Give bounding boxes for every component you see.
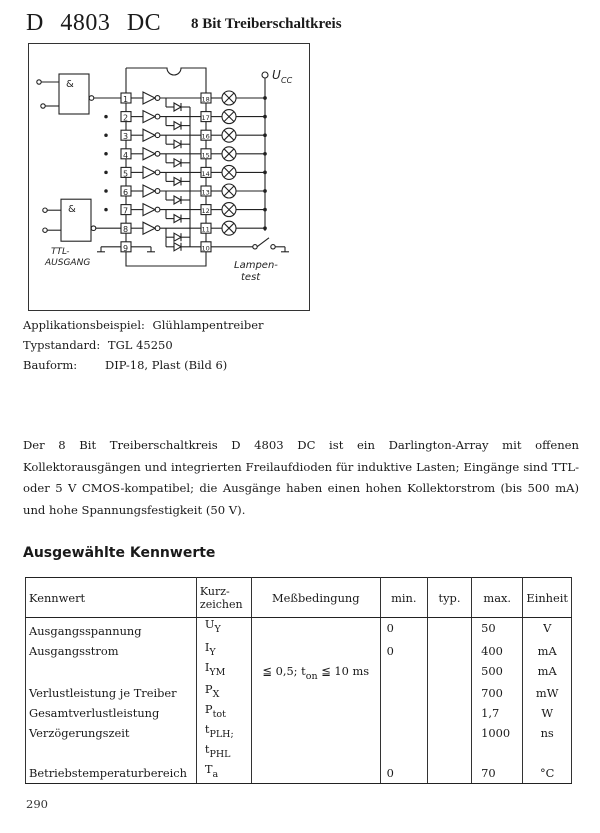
info-label: Typstandard: [23, 338, 101, 352]
cell-max: 50 [472, 618, 523, 642]
ucc-terminal [262, 72, 268, 78]
cell-unit: V [523, 618, 572, 642]
cell-condition [251, 641, 380, 661]
table-row [26, 703, 572, 723]
input-terminal [41, 104, 45, 108]
cell-unit: mA [523, 661, 572, 683]
symbol-main: P [204, 702, 213, 716]
symbol-main: I [204, 660, 210, 674]
junction-dot [264, 97, 267, 100]
buffer-triangle-icon [143, 111, 155, 123]
symbol-main: U [204, 617, 215, 631]
cell-unit: mW [523, 683, 572, 703]
output-pin-number: 13 [201, 188, 210, 197]
ttl-label: AUSGANG [45, 258, 91, 269]
info-value: DIP-18, Plast (Bild 6) [105, 358, 228, 372]
and-gate-symbol: & [66, 79, 74, 90]
lamp-test-label: test [241, 271, 261, 283]
junction-dot [264, 190, 267, 193]
title-part-prefix: D [26, 10, 44, 36]
cell-unit: °C [523, 763, 572, 784]
symbol-main: t [204, 742, 210, 756]
lamp-test-label: Lampen- [234, 259, 278, 271]
table-row [26, 683, 572, 703]
diode-icon [174, 233, 181, 241]
cell-symbol [196, 743, 251, 763]
cell-kennwert: Verlustleistung je Treiber [26, 683, 197, 703]
cell-unit: W [523, 703, 572, 723]
info-label: Bauform: [23, 358, 78, 372]
info-value: TGL 45250 [107, 338, 173, 352]
condition-text-tail: ≦ 10 ms [317, 664, 370, 678]
symbol-main: t [204, 722, 210, 736]
cell-kennwert: Verzögerungszeit [26, 723, 197, 743]
and-gate-symbol: & [68, 204, 76, 216]
header-min: min. [380, 578, 427, 618]
symbol-subscript: PLH; [209, 729, 234, 740]
junction-dot [264, 115, 267, 118]
cell-typ [427, 723, 471, 743]
cell-condition [251, 661, 380, 683]
cell-max: 1000 [472, 723, 523, 743]
switch-terminal [271, 245, 275, 249]
cell-kennwert: Betriebstemperaturbereich [26, 763, 197, 784]
input-terminal [37, 80, 41, 84]
part-number-title [26, 10, 171, 37]
cell-typ [427, 703, 471, 723]
table-header-row [26, 578, 572, 618]
output-pin-number: 14 [201, 169, 210, 178]
part-subtitle: 8 Bit Treiberschaltkreis [191, 16, 342, 32]
ttl-label: TTL- [51, 247, 70, 258]
header-max: max. [472, 578, 523, 618]
cell-condition [251, 763, 380, 784]
buffer-triangle-icon [143, 222, 155, 234]
cell-typ [427, 683, 471, 703]
cell-typ [427, 743, 471, 763]
unused-input-dot [105, 115, 107, 117]
input-pin-number: 7 [123, 206, 129, 216]
table-row [26, 661, 572, 683]
input-pin-number: 9 [123, 243, 129, 253]
diode-icon [174, 196, 181, 204]
ucc-label-subscript: CC [281, 76, 293, 85]
buffer-triangle-icon [143, 185, 155, 197]
output-pin-number: 12 [201, 207, 210, 216]
junction-dot [264, 134, 267, 137]
cell-symbol [196, 723, 251, 743]
cell-typ [427, 641, 471, 661]
symbol-subscript: Y [214, 624, 221, 635]
cell-typ [427, 661, 471, 683]
symbol-subscript: a [212, 769, 219, 780]
table-row [26, 641, 572, 661]
cell-condition [251, 723, 380, 743]
info-application [23, 318, 264, 332]
circuit-diagram [29, 44, 311, 312]
table-row [26, 618, 572, 642]
cell-unit: ns [523, 723, 572, 743]
diode-icon [174, 177, 181, 185]
gate-output-bubble [91, 226, 96, 231]
output-pin-number: 15 [201, 151, 210, 160]
cell-kennwert: Ausgangsstrom [26, 641, 197, 661]
cell-min [380, 743, 427, 763]
title-part-suffix: DC [126, 10, 162, 36]
condition-subscript: on [305, 671, 318, 682]
header-messbedingung: Meßbedingung [251, 578, 380, 618]
buffer-triangle-icon [143, 129, 155, 141]
section-heading: Ausgewählte Kennwerte [23, 545, 216, 561]
diode-icon [174, 243, 181, 251]
output-pin-number: 11 [201, 225, 210, 234]
title-part-number: 4803 [60, 10, 111, 36]
output-pin-number: 17 [201, 114, 210, 123]
page-number: 290 [26, 797, 48, 811]
cell-min [380, 661, 427, 683]
junction-dot [264, 171, 267, 174]
input-pin-number: 8 [123, 225, 129, 235]
cell-min [380, 703, 427, 723]
cell-min: 0 [380, 618, 427, 642]
cell-typ [427, 618, 471, 642]
buffer-triangle-icon [143, 166, 155, 178]
input-terminal [43, 228, 47, 232]
application-circuit-figure [28, 43, 310, 311]
lamp-test-switch [257, 238, 269, 247]
input-pin-number: 6 [123, 188, 129, 197]
description-paragraph: Der 8 Bit Treiberschaltkreis D 4803 DC ist ein Darlington-Array mit offenen Kollektorausgängen und integrierten Freilaufdioden für induktive Lasten; Eingänge sind TTL- oder 5 V CMOS-kompatibel; die Ausgänge haben einen hohen Kollektorstrom (bis 500 mA) und hohe Spannungsfestigkeit (50 V). [23, 438, 579, 517]
output-pin-number: 16 [201, 132, 210, 141]
condition-text: ≦ 0,5; t [262, 664, 306, 678]
characteristics-table [25, 577, 572, 784]
header-einheit: Einheit [523, 578, 572, 618]
table-row [26, 763, 572, 784]
output-pin-number: 10 [201, 244, 210, 253]
diode-icon [174, 140, 181, 148]
symbol-subscript: YM [209, 667, 226, 678]
cell-unit: mA [523, 641, 572, 661]
unused-input-dot [105, 208, 107, 210]
gate-output-bubble [89, 96, 94, 101]
info-type-standard [23, 338, 323, 352]
input-pin-number: 5 [123, 169, 129, 179]
symbol-subscript: PHL [209, 749, 231, 760]
unused-input-dot [105, 190, 107, 192]
cell-min [380, 723, 427, 743]
symbol-main: I [204, 640, 210, 654]
diode-icon [174, 122, 181, 130]
and-gate-bottom [61, 199, 91, 241]
switch-terminal [253, 245, 257, 249]
cell-symbol [196, 661, 251, 683]
symbol-subscript: tot [212, 709, 226, 720]
unused-input-dot [105, 134, 107, 136]
cell-max: 70 [472, 763, 523, 784]
cell-min: 0 [380, 763, 427, 784]
input-pin-number: 3 [123, 132, 129, 142]
cell-condition [251, 743, 380, 763]
cell-symbol [196, 683, 251, 703]
cell-symbol [196, 618, 251, 642]
symbol-main: P [204, 682, 213, 696]
cell-typ [427, 763, 471, 784]
info-value: Glühlampentreiber [152, 318, 264, 332]
symbol-subscript: X [212, 689, 220, 700]
cell-condition [251, 703, 380, 723]
cell-min: 0 [380, 641, 427, 661]
junction-dot [264, 208, 267, 211]
header-kennwert: Kennwert [26, 578, 197, 618]
header-typ: typ. [427, 578, 471, 618]
diode-icon [174, 215, 181, 223]
cell-kennwert: Gesamtverlustleistung [26, 703, 197, 723]
cell-condition [251, 683, 380, 703]
cell-condition [251, 618, 380, 642]
header-kurzzeichen-line2: zeichen [199, 597, 243, 611]
cell-kennwert: Ausgangsspannung [26, 618, 197, 642]
buffer-triangle-icon [143, 92, 155, 104]
cell-max [472, 743, 523, 763]
cell-max: 1,7 [472, 703, 523, 723]
cell-symbol [196, 763, 251, 784]
junction-dot [264, 153, 267, 156]
cell-min [380, 683, 427, 703]
diode-icon [174, 103, 181, 111]
diode-icon [174, 159, 181, 167]
input-terminal [43, 208, 47, 212]
unused-input-dot [105, 171, 107, 173]
info-label: Applikationsbeispiel: [23, 318, 145, 332]
junction-dot [264, 227, 267, 230]
and-gate-top [59, 74, 89, 114]
ucc-label: U [272, 68, 281, 82]
cell-symbol [196, 703, 251, 723]
input-pin-number: 1 [123, 95, 129, 104]
cell-max: 500 [472, 661, 523, 683]
cell-kennwert [26, 661, 197, 683]
table-row [26, 743, 572, 763]
input-pin-number: 2 [123, 113, 129, 123]
buffer-triangle-icon [143, 204, 155, 216]
cell-unit [523, 743, 572, 763]
cell-kennwert [26, 743, 197, 763]
output-pin-number: 18 [201, 95, 210, 104]
input-pin-number: 4 [123, 150, 129, 160]
cell-symbol [196, 641, 251, 661]
header-kurzzeichen-line1: Kurz- [199, 584, 230, 598]
table-row [26, 723, 572, 743]
symbol-subscript: Y [209, 647, 216, 658]
unused-input-dot [105, 153, 107, 155]
cell-max: 700 [472, 683, 523, 703]
symbol-main: T [204, 762, 213, 776]
cell-max: 400 [472, 641, 523, 661]
header-kurzzeichen [196, 578, 251, 618]
info-package [23, 358, 323, 372]
buffer-triangle-icon [143, 148, 155, 160]
